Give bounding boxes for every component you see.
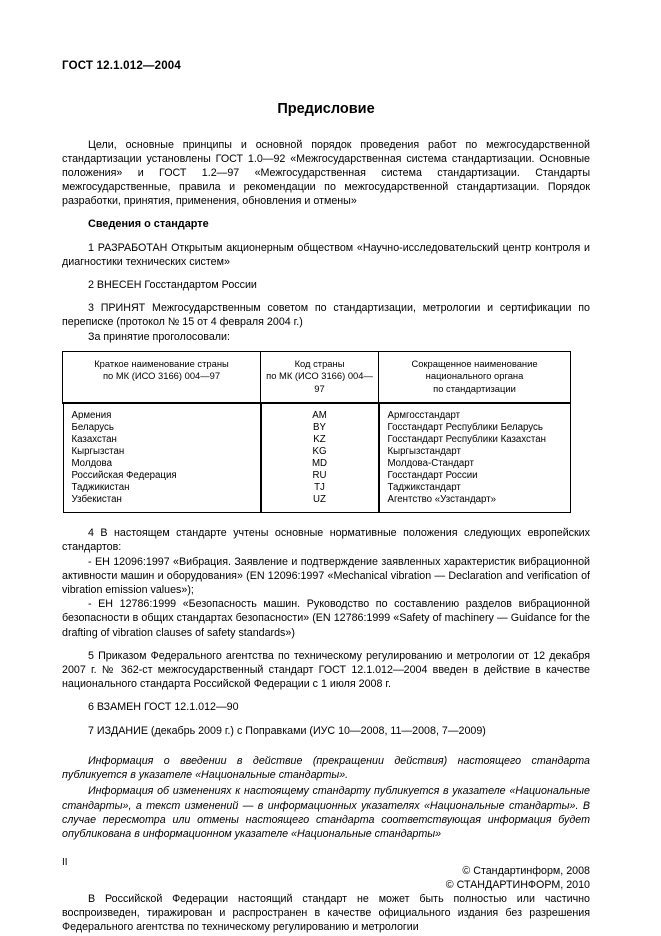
column-header-code-line1: Код страны — [294, 357, 345, 369]
country-code: MD — [311, 458, 328, 470]
agency-name: Госстандарт Республики Беларусь — [387, 422, 543, 434]
country-table-body — [63, 403, 571, 513]
running-header: ГОСТ 12.1.012—2004 — [62, 60, 181, 72]
country-code: BY — [313, 422, 326, 434]
country-code: KZ — [313, 434, 326, 446]
page-title: Предисловие — [277, 100, 375, 117]
page-number: II — [62, 857, 68, 868]
column-header-country-line1: Краткое наименование страны — [94, 357, 229, 369]
agency-name: Госстандарт России — [387, 470, 478, 482]
country-name: Российская Федерация — [71, 470, 177, 482]
agency-column-cell — [379, 403, 571, 513]
standard-info-heading: Сведения о стандарте — [88, 217, 209, 230]
copyright-block — [62, 864, 590, 892]
standard-info-item-5: 5 Приказом Федерального агентства по техническому регулированию и метрологии от 12 декабря 2007 г. № 362-ст межгосударственный стандарт ГОСТ 12.1.012—2004 введен в действие в качестве национального стандарта Российской Федерации с 1 июля 2008 г. — [62, 649, 590, 691]
standard-info-item-4-bullet-2: - ЕН 12786:1999 «Безопасность машин. Руководство по составлению разделов вибрационной безопасности в общих стандартах безопасности» (EN 12786:1999 «Safety of machinery — Guidance for the drafting of vibration clauses of safety standards») — [62, 598, 590, 639]
country-name: Таджикистан — [71, 482, 130, 494]
vote-intro: За принятие проголосовали: — [88, 330, 230, 343]
copyright-line-1: © Стандартинформ, 2008 — [462, 864, 590, 877]
reproduction-notice: В Российской Федерации настоящий стандарт не может быть полностью или частично воспроизведен, тиражирован и распространен в качестве официального издания без разрешения Федерального агентства по техническому регулированию и метрологии — [62, 892, 590, 934]
agency-name: Таджикстандарт — [387, 482, 461, 494]
column-header-country-line2: по МК (ИСО 3166) 004—97 — [102, 370, 221, 382]
standard-info-item-6: 6 ВЗАМЕН ГОСТ 12.1.012—90 — [88, 701, 239, 714]
country-name: Казахстан — [71, 434, 117, 446]
country-column-cell — [63, 403, 261, 513]
notice-amendments: Информация об изменениях к настоящему стандарту публикуется в указателе «Национальные стандарты», а текст изменений — в информационных указателях «Национальные стандарты». В случае пересмотра или отмены настоящего стандарта соответствующая информация будет опубликована в информационном указателе «Национальные стандарты» — [62, 785, 590, 841]
country-table — [62, 351, 571, 513]
country-code: KG — [312, 446, 327, 458]
country-code: TJ — [314, 482, 325, 494]
country-name: Армения — [71, 410, 112, 422]
copyright-line-2: © СТАНДАРТИНФОРМ, 2010 — [445, 878, 590, 891]
agency-name: Госстандарт Республики Казахстан — [387, 434, 546, 446]
code-column-cell — [261, 403, 379, 513]
intro-paragraph: Цели, основные принципы и основной порядок проведения работ по межгосударственной стандартизации установлены ГОСТ 1.0—92 «Межгосударственная система стандартизации. Основные положения» и ГОСТ 1.2—97 «Межгосударственная система стандартизации. Стандарты межгосударственные, правила и рекомендации по межгосударственной стандартизации. Порядок разработки, принятия, применения, обновления и отмены» — [62, 138, 590, 208]
notice-publication: Информация о введении в действие (прекращении действия) настоящего стандарта публикуется в указателе «Национальные стандарты». — [62, 754, 590, 782]
column-header-country — [63, 351, 261, 403]
agency-name: Агентство «Узстандарт» — [387, 494, 497, 506]
table-body-row — [63, 403, 571, 513]
country-table-head — [63, 351, 571, 403]
standard-info-item-4-bullet-1: - ЕН 12096:1997 «Вибрация. Заявление и подтверждение заявленных характеристик вибрационной активности машин и оборудования» (EN 12096:1997 «Mechanical vibration — Declaration and verification of vibration emission values»); — [62, 555, 590, 596]
country-code: UZ — [313, 494, 326, 506]
country-code: AM — [312, 410, 327, 422]
country-code: RU — [312, 470, 327, 482]
standard-info-item-4-intro: 4 В настоящем стандарте учтены основные нормативные положения следующих европейских стандартов: — [62, 527, 590, 554]
column-header-agency-line1: Сокращенное наименование национального органа — [411, 357, 538, 382]
agency-name: Кыргызстандарт — [387, 446, 461, 458]
standard-info-item-2: 2 ВНЕСЕН Госстандартом России — [88, 279, 257, 292]
standard-info-item-1: 1 РАЗРАБОТАН Открытым акционерным обществом «Научно-исследовательский центр контроля и диагностики технических систем» — [62, 241, 590, 268]
table-header-row — [63, 351, 571, 403]
column-header-code — [261, 351, 379, 403]
standard-info-item-7: 7 ИЗДАНИЕ (декабрь 2009 г.) с Поправками (ИУС 10—2008, 11—2008, 7—2009) — [88, 724, 486, 737]
code-list — [261, 404, 379, 513]
country-name: Беларусь — [71, 422, 114, 434]
page-content — [62, 60, 590, 936]
country-name: Кыргызстан — [71, 446, 125, 458]
country-name: Молдова — [71, 458, 112, 470]
country-name: Узбекистан — [71, 494, 122, 506]
agency-list — [379, 404, 571, 513]
column-header-code-line2: по МК (ИСО 3166) 004—97 — [266, 370, 373, 394]
agency-name: Армгосстандарт — [387, 410, 461, 422]
country-list — [63, 404, 261, 513]
standard-info-item-3: 3 ПРИНЯТ Межгосударственным советом по стандартизации, метрологии и сертификации по переписке (протокол № 15 от 4 февраля 2004 г.) — [62, 302, 590, 329]
agency-name: Молдова-Стандарт — [387, 458, 474, 470]
column-header-agency-line2: по стандартизации — [433, 382, 516, 394]
country-table-wrapper — [62, 351, 590, 513]
column-header-agency — [379, 351, 571, 403]
